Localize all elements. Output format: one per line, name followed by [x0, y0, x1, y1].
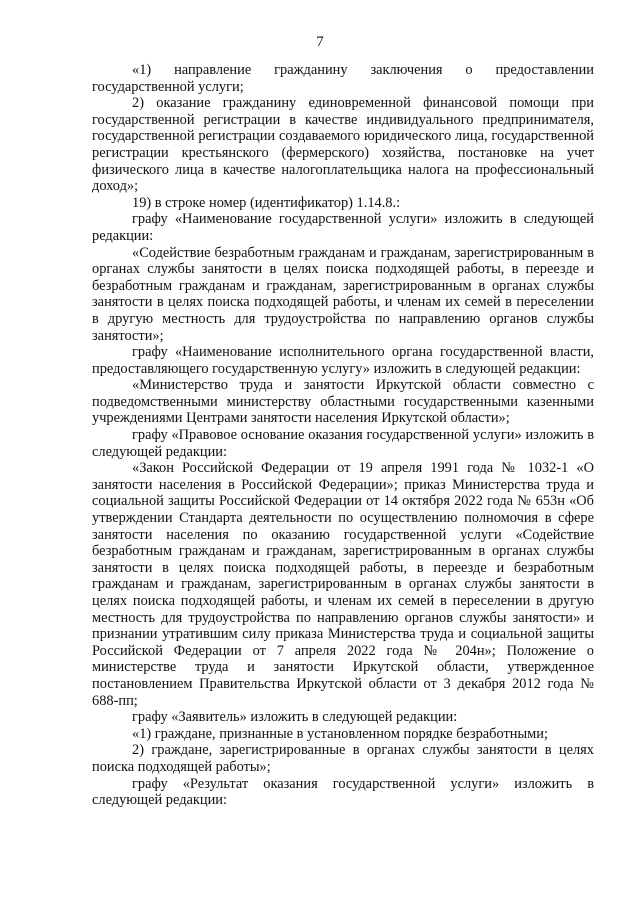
paragraph-authority-intro: графу «Наименование исполнительного органа государственной власти, предоставляющего государственную услугу» изложить в следующей редакции: [92, 344, 594, 377]
paragraph-applicant-intro: графу «Заявитель» изложить в следующей редакции: [132, 709, 458, 726]
paragraph-item-2-financial-aid: 2) оказание гражданину единовременной финансовой помощи при государственной регистрации в качестве индивидуального предпринимателя, государственной регистрации создаваемого юридического лица, государственной регистрации крестьянского (фермерского) хозяйства, постановке на учет физического лица в качестве налогоплательщика налога на профессиональный доход»; [92, 95, 594, 195]
page-number: 7 [316, 34, 324, 50]
paragraph-legal-basis: «Закон Российской Федерации от 19 апреля 1991 года № 1032-1 «О занятости населения в Российской Федерации»; приказ Министерства труда и социальной защиты Российской Федерации от 14 октября 2022 года № 653н «Об утверждении Стандарта деятельности по осуществлению полномочия в сфере занятости населения по оказанию государственной услуги «Содействие безработным гражданам и гражданам, зарегистрированным в органах службы занятости в целях поиска подходящей работы, в переезде и безработным гражданам и гражданам, зарегистрированным в органах службы занятости в целях поиска подходящей работы, и членам их семей в переселении в другую местность для трудоустройства по направлению органов службы занятости» и признании утратившим силу приказа Министерства труда и социальной защиты Российской Федерации от 7 апреля 2022 года № 204н»; Положение о министерстве труда и занятости Иркутской области, утвержденное постановлением Правительства Иркутской области от 3 декабря 2012 года № 688-пп; [92, 460, 594, 709]
paragraph-service-name: «Содействие безработным гражданам и гражданам, зарегистрированным в органах службы занятости в целях поиска подходящей работы, в переезде и безработным гражданам и гражданам, зарегистрированным в органах службы занятости в целях поиска подходящей работы, и членам их семей в переселении в другую местность для трудоустройства по направлению органов службы занятости»; [92, 244, 594, 344]
paragraph-service-name-intro: графу «Наименование государственной услуги» изложить в следующей редакции: [92, 211, 594, 244]
paragraph-applicant-1: «1) граждане, признанные в установленном порядке безработными; [132, 725, 548, 742]
paragraph-item-19-row: 19) в строке номер (идентификатор) 1.14.8.: [132, 194, 401, 211]
paragraph-result-intro: графу «Результат оказания государственной услуги» изложить в следующей редакции: [92, 775, 594, 809]
paragraph-authority: «Министерство труда и занятости Иркутской области совместно с подведомственными министерству областными государственными казенными учреждениями Центрами занятости населения Иркутской области»; [92, 377, 594, 427]
paragraph-item-1-direction: «1) направление гражданину заключения о предоставлении государственной услуги; [92, 62, 594, 95]
document-body [92, 62, 594, 809]
paragraph-legal-basis-intro: графу «Правовое основание оказания государственной услуги» изложить в следующей редакции: [92, 427, 594, 460]
paragraph-applicant-2: 2) граждане, зарегистрированные в органах службы занятости в целях поиска подходящей работы»; [92, 742, 594, 775]
